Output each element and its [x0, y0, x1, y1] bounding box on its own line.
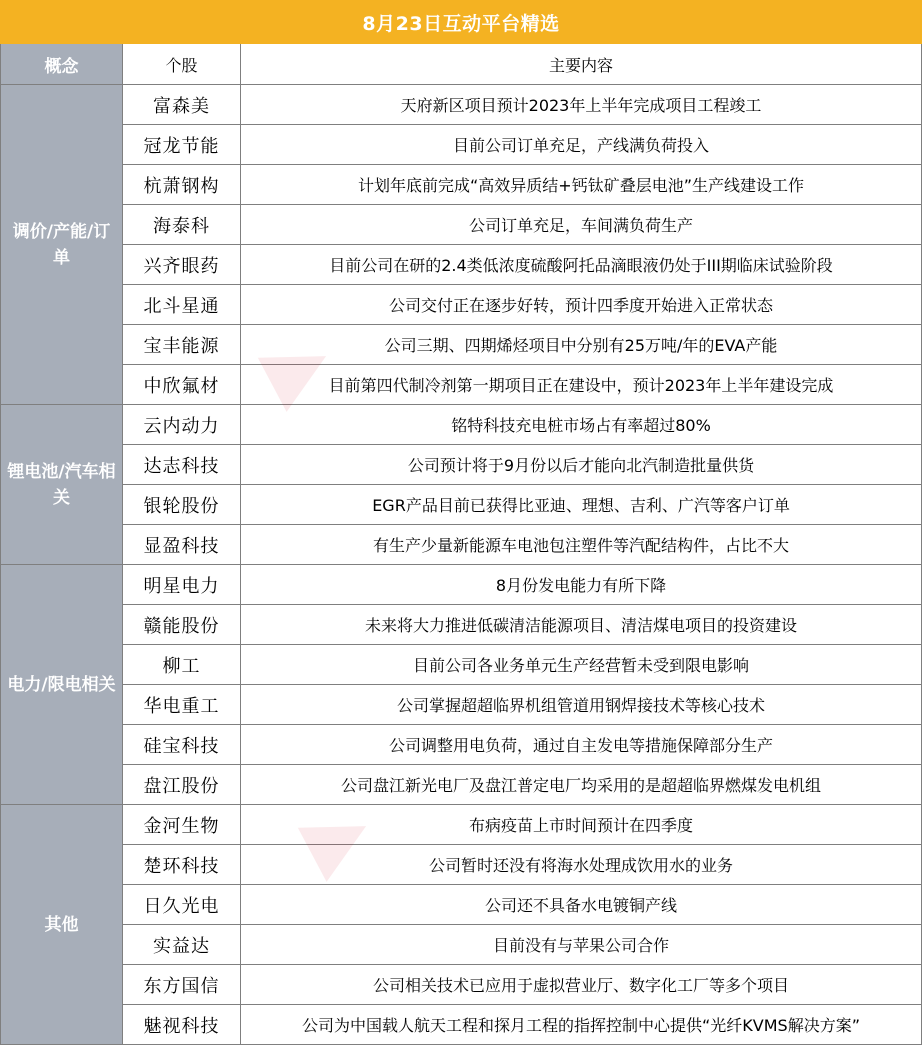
content-cell: 公司掌握超超临界机组管道用钢焊接技术等核心技术 [241, 685, 922, 725]
stock-name-cell: 海泰科 [123, 205, 241, 245]
concept-cell: 调价/产能/订单 [1, 85, 123, 405]
content-cell: 公司暂时还没有将海水处理成饮用水的业务 [241, 845, 922, 885]
content-cell: 目前公司在研的2.4类低浓度硫酸阿托品滴眼液仍处于III期临床试验阶段 [241, 245, 922, 285]
content-cell: 有生产少量新能源车电池包注塑件等汽配结构件，占比不大 [241, 525, 922, 565]
stock-name-cell: 华电重工 [123, 685, 241, 725]
table-row [1, 605, 922, 645]
table-row [1, 405, 922, 445]
concept-cell: 电力/限电相关 [1, 565, 123, 805]
stock-name-cell: 日久光电 [123, 885, 241, 925]
content-cell: 未来将大力推进低碳清洁能源项目、清洁煤电项目的投资建设 [241, 605, 922, 645]
content-cell: 公司调整用电负荷，通过自主发电等措施保障部分生产 [241, 725, 922, 765]
table-row [1, 725, 922, 765]
table-row [1, 205, 922, 245]
stock-name-cell: 富森美 [123, 85, 241, 125]
table-row [1, 365, 922, 405]
stock-name-cell: 楚环科技 [123, 845, 241, 885]
content-cell: 目前没有与苹果公司合作 [241, 925, 922, 965]
watermark-logo: ▶ [287, 779, 386, 891]
stock-name-cell: 东方国信 [123, 965, 241, 1005]
content-cell: 公司交付正在逐步好转，预计四季度开始进入正常状态 [241, 285, 922, 325]
content-cell: 8月份发电能力有所下降 [241, 565, 922, 605]
stock-name-cell: 杭萧钢构 [123, 165, 241, 205]
content-cell: 公司还不具备水电镀铜产线 [241, 885, 922, 925]
table-row [1, 445, 922, 485]
stock-name-cell: 北斗星通 [123, 285, 241, 325]
stock-name-cell: 盘江股份 [123, 765, 241, 805]
header-content: 主要内容 [241, 44, 922, 85]
table-row [1, 245, 922, 285]
stock-name-cell: 明星电力 [123, 565, 241, 605]
table-row [1, 325, 922, 365]
content-cell: EGR产品目前已获得比亚迪、理想、吉利、广汽等客户订单 [241, 485, 922, 525]
header-concept: 概念 [1, 44, 123, 85]
content-cell: 公司订单充足，车间满负荷生产 [241, 205, 922, 245]
stock-name-cell: 银轮股份 [123, 485, 241, 525]
stock-name-cell: 达志科技 [123, 445, 241, 485]
table-row [1, 485, 922, 525]
table-row [1, 285, 922, 325]
content-cell: 公司为中国载人航天工程和探月工程的指挥控制中心提供“光纤KVMS解决方案” [241, 1005, 922, 1045]
stock-name-cell: 金河生物 [123, 805, 241, 845]
stock-name-cell: 兴齐眼药 [123, 245, 241, 285]
stock-name-cell: 硅宝科技 [123, 725, 241, 765]
table-row [1, 765, 922, 805]
content-cell: 公司三期、四期烯烃项目中分别有25万吨/年的EVA产能 [241, 325, 922, 365]
stock-name-cell: 柳工 [123, 645, 241, 685]
table-row [1, 645, 922, 685]
stock-name-cell: 云内动力 [123, 405, 241, 445]
table-row [1, 125, 922, 165]
header-row [1, 44, 922, 85]
table-row [1, 925, 922, 965]
content-cell: 公司盘江新光电厂及盘江普定电厂均采用的是超超临界燃煤发电机组 [241, 765, 922, 805]
header-stock: 个股 [123, 44, 241, 85]
table-row [1, 1005, 922, 1045]
content-cell: 公司相关技术已应用于虚拟营业厅、数字化工厂等多个项目 [241, 965, 922, 1005]
title-row [1, 1, 922, 44]
table-row [1, 685, 922, 725]
stock-name-cell: 冠龙节能 [123, 125, 241, 165]
table-row [1, 845, 922, 885]
stock-name-cell: 赣能股份 [123, 605, 241, 645]
content-cell: 目前公司订单充足，产线满负荷投入 [241, 125, 922, 165]
table-row [1, 165, 922, 205]
table-row [1, 85, 922, 125]
table-row [1, 965, 922, 1005]
content-cell: 目前第四代制冷剂第一期项目正在建设中，预计2023年上半年建设完成 [241, 365, 922, 405]
table-row [1, 885, 922, 925]
content-cell: 铭特科技充电桩市场占有率超过80% [241, 405, 922, 445]
stock-name-cell: 实益达 [123, 925, 241, 965]
content-cell: 布病疫苗上市时间预计在四季度 [241, 805, 922, 845]
stock-name-cell: 显盈科技 [123, 525, 241, 565]
table-row [1, 525, 922, 565]
content-cell: 目前公司各业务单元生产经营暂未受到限电影响 [241, 645, 922, 685]
table-row [1, 565, 922, 605]
concept-cell: 锂电池/汽车相关 [1, 405, 123, 565]
stock-name-cell: 中欣氟材 [123, 365, 241, 405]
page-title: 8月23日互动平台精选 [1, 1, 922, 44]
content-cell: 公司预计将于9月份以后才能向北汽制造批量供货 [241, 445, 922, 485]
digest-table-body [1, 1, 922, 1045]
concept-cell: 其他 [1, 805, 123, 1045]
table-row [1, 805, 922, 845]
stock-name-cell: 宝丰能源 [123, 325, 241, 365]
watermark-logo: ▶ [247, 309, 346, 421]
stock-name-cell: 魅视科技 [123, 1005, 241, 1045]
content-cell: 计划年底前完成“高效异质结+钙钛矿叠层电池”生产线建设工作 [241, 165, 922, 205]
content-cell: 天府新区项目预计2023年上半年完成项目工程竣工 [241, 85, 922, 125]
